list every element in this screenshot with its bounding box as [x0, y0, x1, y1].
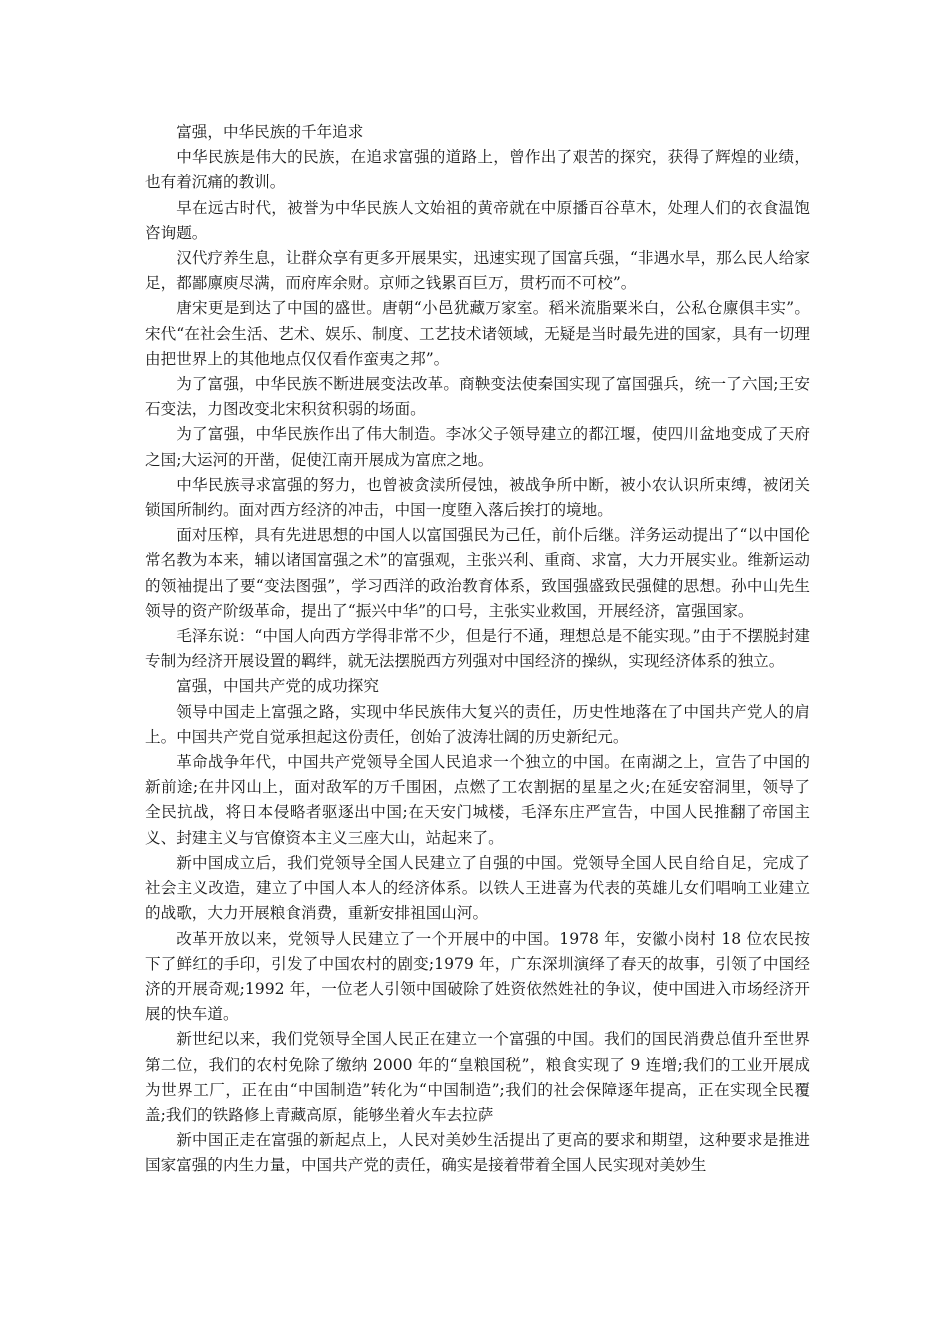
- paragraph: 为了富强，中华民族作出了伟大制造。李冰父子领导建立的都江堰，使四川盆地变成了天府之国;大运河的开凿，促使江南开展成为富庶之地。: [145, 425, 810, 469]
- section-heading: 富强，中华民族的千年追求: [176, 123, 364, 141]
- paragraph: 新世纪以来，我们党领导全国人民正在建立一个富强的中国。我们的国民消费总值升至世界第二位，我们的农村免除了缴纳 2000 年的“皇粮国税”，粮食实现了 9 连增;我们的工业开展成为世界工厂，正在由“中国制造”转化为“中国制造”;我们的社会保障逐年提高，正在实现全民覆盖;我们的铁路修上青藏高原，能够坐着火车去拉萨: [145, 1030, 810, 1124]
- paragraph: 毛泽东说：“中国人向西方学得非常不少，但是行不通，理想总是不能实现。”由于不摆脱封建专制为经济开展设置的羁绊，就无法摆脱西方列强对中国经济的操纵，实现经济体系的独立。: [145, 627, 810, 671]
- paragraph: 早在远古时代，被誉为中华民族人文始祖的黄帝就在中原播百谷草木，处理人们的衣食温饱咨询题。: [145, 198, 810, 242]
- document-body: [145, 120, 810, 1179]
- paragraph: 为了富强，中华民族不断进展变法改革。商鞅变法使秦国实现了富国强兵，统一了六国;王安石变法，力图改变北宋积贫积弱的场面。: [145, 375, 810, 419]
- paragraph: 革命战争年代，中国共产党领导全国人民追求一个独立的中国。在南湖之上，宣告了中国的新前途;在井冈山上，面对敌军的万千围困，点燃了工农割据的星星之火;在延安窑洞里，领导了全民抗战，将日本侵略者驱逐出中国;在天安门城楼，毛泽东庄严宣告，中国人民推翻了帝国主义、封建主义与官僚资本主义三座大山，站起来了。: [145, 753, 810, 847]
- paragraph: 改革开放以来，党领导人民建立了一个开展中的中国。1978 年，安徽小岗村 18 位农民按下了鲜红的手印，引发了中国农村的剧变;1979 年，广东深圳演绎了春天的故事，引领了中国经济的开展奇观;1992 年，一位老人引领中国破除了姓资依然姓社的争议，使中国进入市场经济开展的快车道。: [145, 929, 810, 1024]
- paragraph: 汉代疗养生息，让群众享有更多开展果实，迅速实现了国富兵强，“非遇水旱，那么民人给家足，都鄙廪庾尽满，而府库余财。京师之钱累百巨万，贯朽而不可校”。: [145, 249, 810, 293]
- paragraph: 领导中国走上富强之路，实现中华民族伟大复兴的责任，历史性地落在了中国共产党人的肩上。中国共产党自觉承担起这份责任，创始了波涛壮阔的历史新纪元。: [145, 702, 810, 746]
- paragraph: 面对压榨，具有先进思想的中国人以富国强民为己任，前仆后继。洋务运动提出了“以中国伦常名教为本来，辅以诸国富强之术”的富强观，主张兴利、重商、求富，大力开展实业。维新运动的领袖提出了要“变法图强”，学习西洋的政治教育体系，致国强盛致民强健的思想。孙中山先生领导的资产阶级革命，提出了“振兴中华”的口号，主张实业救国，开展经济，富强国家。: [145, 526, 810, 620]
- paragraph: 唐宋更是到达了中国的盛世。唐朝“小邑犹藏万家室。稻米流脂粟米白，公私仓廪俱丰实”。宋代“在社会生活、艺术、娱乐、制度、工艺技术诸领域，无疑是当时最先进的国家，具有一切理由把世界上的其他地点仅仅看作蛮夷之邦”。: [145, 299, 810, 368]
- paragraph: 中华民族是伟大的民族，在追求富强的道路上，曾作出了艰苦的探究，获得了辉煌的业绩，也有着沉痛的教训。: [145, 148, 810, 192]
- paragraph: 中华民族寻求富强的努力，也曾被贪渎所侵蚀，被战争所中断，被小农认识所束缚，被闭关锁国所制约。面对西方经济的冲击，中国一度堕入落后挨打的境地。: [145, 475, 810, 520]
- paragraph: 新中国成立后，我们党领导全国人民建立了自强的中国。党领导全国人民自给自足，完成了社会主义改造，建立了中国人本人的经济体系。以铁人王进喜为代表的英雄儿女们唱响工业建立的战歌，大力开展粮食消费，重新安排祖国山河。: [145, 853, 810, 923]
- section-heading: 富强，中国共产党的成功探究: [176, 677, 379, 696]
- paragraph: 新中国正走在富强的新起点上，人民对美妙生活提出了更高的要求和期望，这种要求是推进国家富强的内生力量，中国共产党的责任，确实是接着带着全国人民实现对美妙生: [145, 1131, 810, 1175]
